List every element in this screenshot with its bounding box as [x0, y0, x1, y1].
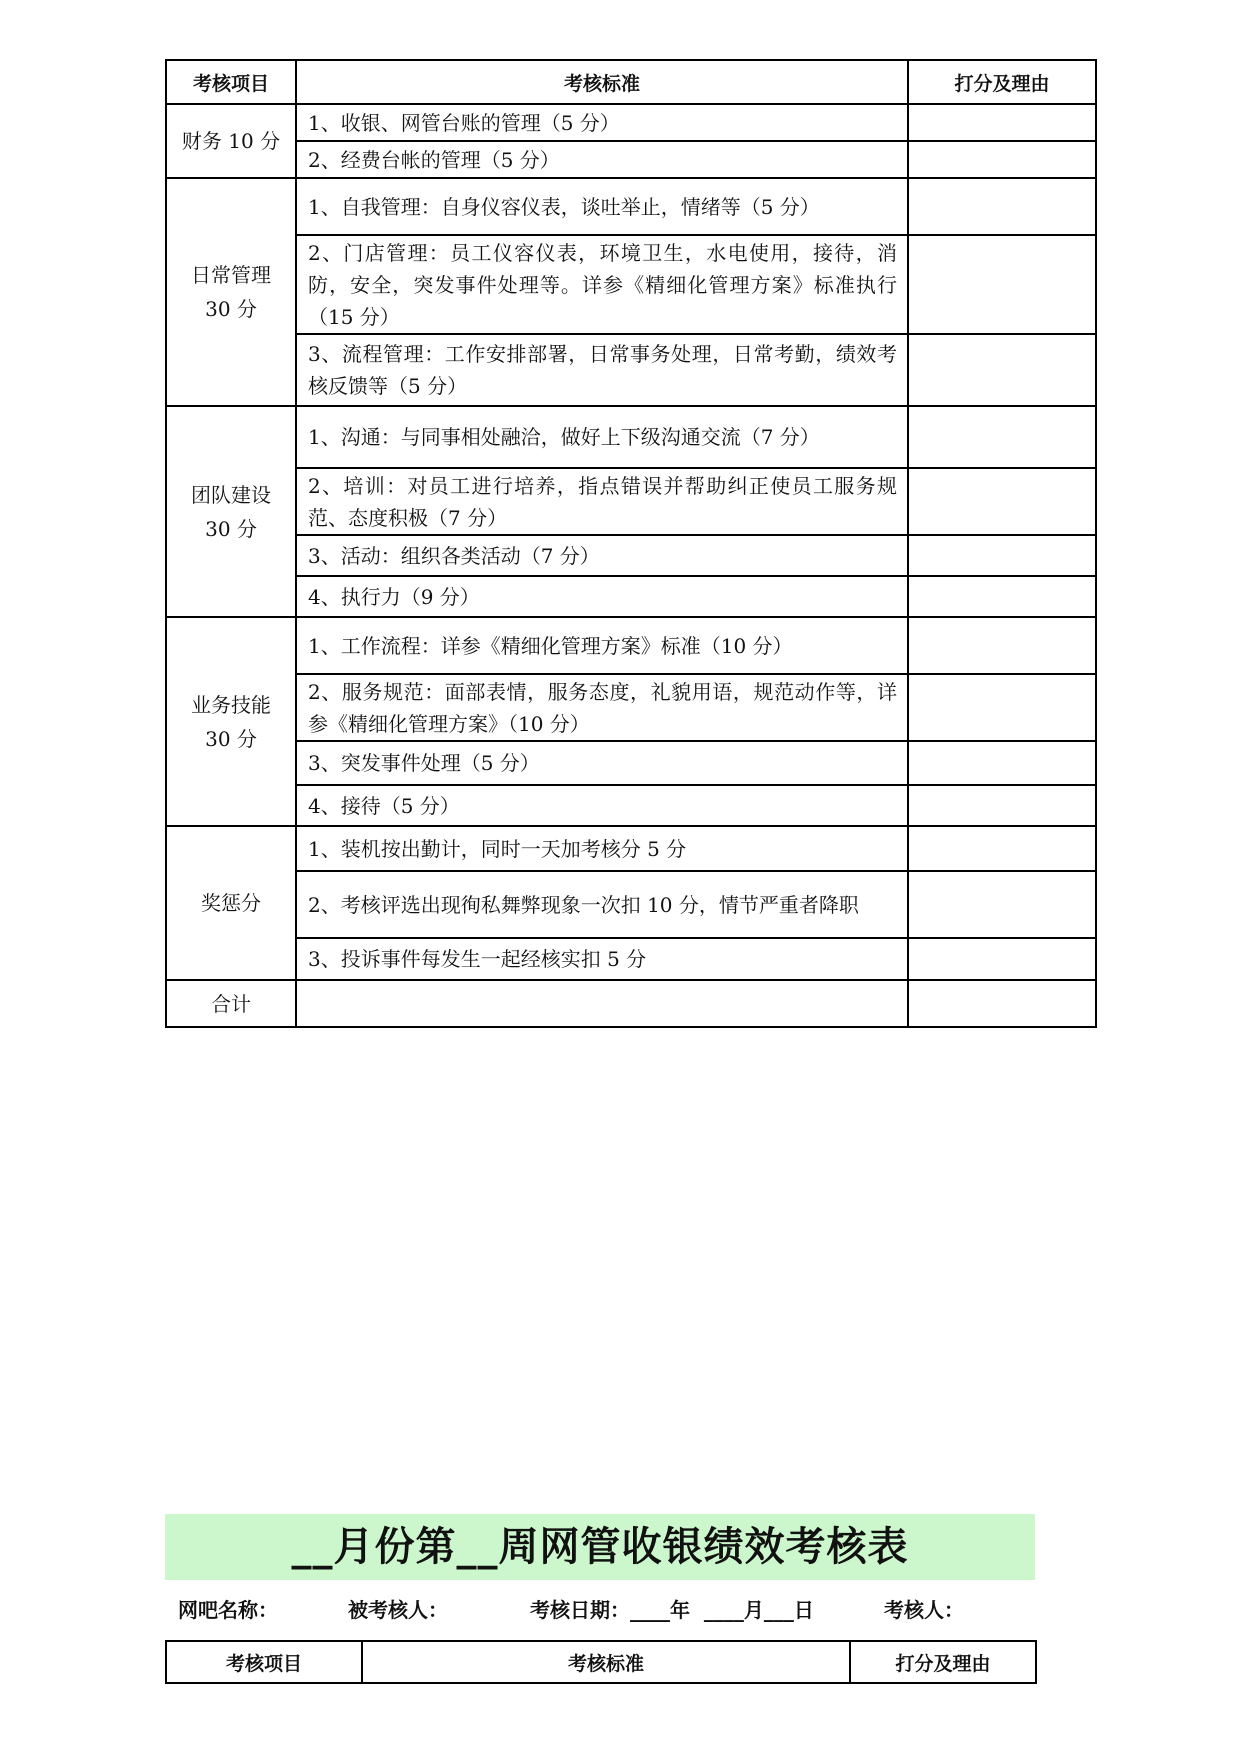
header-item: 考核项目 [166, 1641, 362, 1683]
category-label: 日常管理 30 分 [191, 263, 271, 321]
score-cell[interactable] [908, 617, 1096, 674]
standard-cell: 2、考核评选出现徇私舞弊现象一次扣 10 分，情节严重者降职 [296, 871, 908, 938]
table-row [166, 674, 1096, 741]
standard-cell: 3、流程管理：工作安排部署，日常事务处理，日常考勤，绩效考核反馈等（5 分） [296, 334, 908, 406]
table-row [166, 576, 1096, 617]
category-label: 团队建设 30 分 [191, 482, 271, 541]
total-row [166, 980, 1096, 1027]
score-cell[interactable] [908, 826, 1096, 871]
standard-cell: 4、执行力（9 分） [296, 576, 908, 617]
table-row [166, 826, 1096, 871]
table-row [166, 334, 1096, 406]
category-team-building [166, 406, 296, 617]
score-cell[interactable] [908, 674, 1096, 741]
assessee-label: 被考核人： [348, 1598, 448, 1622]
score-cell[interactable] [908, 535, 1096, 576]
header-score: 打分及理由 [908, 60, 1096, 104]
total-label: 合计 [166, 980, 296, 1027]
score-cell[interactable] [908, 104, 1096, 141]
table-row [166, 178, 1096, 235]
table-row [166, 617, 1096, 674]
form-info-row [178, 1594, 1038, 1626]
category-finance: 财务 10 分 [166, 104, 296, 178]
score-cell[interactable] [908, 141, 1096, 178]
score-cell[interactable] [908, 468, 1096, 535]
category-label: 业务技能 30 分 [191, 692, 271, 751]
total-standard-cell [296, 980, 908, 1027]
header-standard: 考核标准 [296, 60, 908, 104]
table-header-row [166, 60, 1096, 104]
header-score: 打分及理由 [850, 1641, 1036, 1683]
category-daily-management [166, 178, 296, 406]
score-cell[interactable] [908, 406, 1096, 468]
header-item: 考核项目 [166, 60, 296, 104]
header-standard: 考核标准 [362, 1641, 850, 1683]
cafe-name-label: 网吧名称： [178, 1598, 278, 1622]
form-title: __月份第__周网管收银绩效考核表 [165, 1514, 1035, 1580]
table-row [166, 535, 1096, 576]
total-score-cell[interactable] [908, 980, 1096, 1027]
table-row [166, 104, 1096, 141]
table-header-row [166, 1641, 1036, 1683]
standard-cell: 2、培训：对员工进行培养，指点错误并帮助纠正使员工服务规范、态度积极（7 分） [296, 468, 908, 535]
score-cell[interactable] [908, 938, 1096, 980]
score-cell[interactable] [908, 785, 1096, 826]
score-cell[interactable] [908, 741, 1096, 785]
category-rewards-penalties: 奖惩分 [166, 826, 296, 980]
table-row [166, 406, 1096, 468]
date-label: 考核日期：____年 ____月___日 [530, 1598, 814, 1622]
table-row [166, 468, 1096, 535]
score-cell[interactable] [908, 334, 1096, 406]
score-cell[interactable] [908, 576, 1096, 617]
assessment-table [165, 59, 1097, 1028]
table-row [166, 785, 1096, 826]
standard-cell: 2、经费台帐的管理（5 分） [296, 141, 908, 178]
standard-cell: 2、服务规范：面部表情，服务态度，礼貌用语，规范动作等，详参《精细化管理方案》（10 分） [296, 674, 908, 741]
standard-cell: 2、门店管理：员工仪容仪表，环境卫生，水电使用，接待，消防，安全，突发事件处理等。详参《精细化管理方案》标准执行（15 分） [296, 235, 908, 334]
score-cell[interactable] [908, 178, 1096, 235]
score-cell[interactable] [908, 871, 1096, 938]
standard-cell: 3、突发事件处理（5 分） [296, 741, 908, 785]
second-assessment-table [165, 1640, 1037, 1684]
standard-cell: 4、接待（5 分） [296, 785, 908, 826]
table-row [166, 938, 1096, 980]
assessor-label: 考核人： [884, 1598, 964, 1622]
score-cell[interactable] [908, 235, 1096, 334]
standard-cell: 3、活动：组织各类活动（7 分） [296, 535, 908, 576]
table-row [166, 871, 1096, 938]
standard-cell: 3、投诉事件每发生一起经核实扣 5 分 [296, 938, 908, 980]
category-business-skills [166, 617, 296, 826]
standard-cell: 1、装机按出勤计，同时一天加考核分 5 分 [296, 826, 908, 871]
standard-cell: 1、工作流程：详参《精细化管理方案》标准（10 分） [296, 617, 908, 674]
table-row [166, 141, 1096, 178]
standard-cell: 1、自我管理：自身仪容仪表，谈吐举止，情绪等（5 分） [296, 178, 908, 235]
standard-cell: 1、沟通：与同事相处融洽，做好上下级沟通交流（7 分） [296, 406, 908, 468]
standard-cell: 1、收银、网管台账的管理（5 分） [296, 104, 908, 141]
table-row [166, 235, 1096, 334]
table-row [166, 741, 1096, 785]
